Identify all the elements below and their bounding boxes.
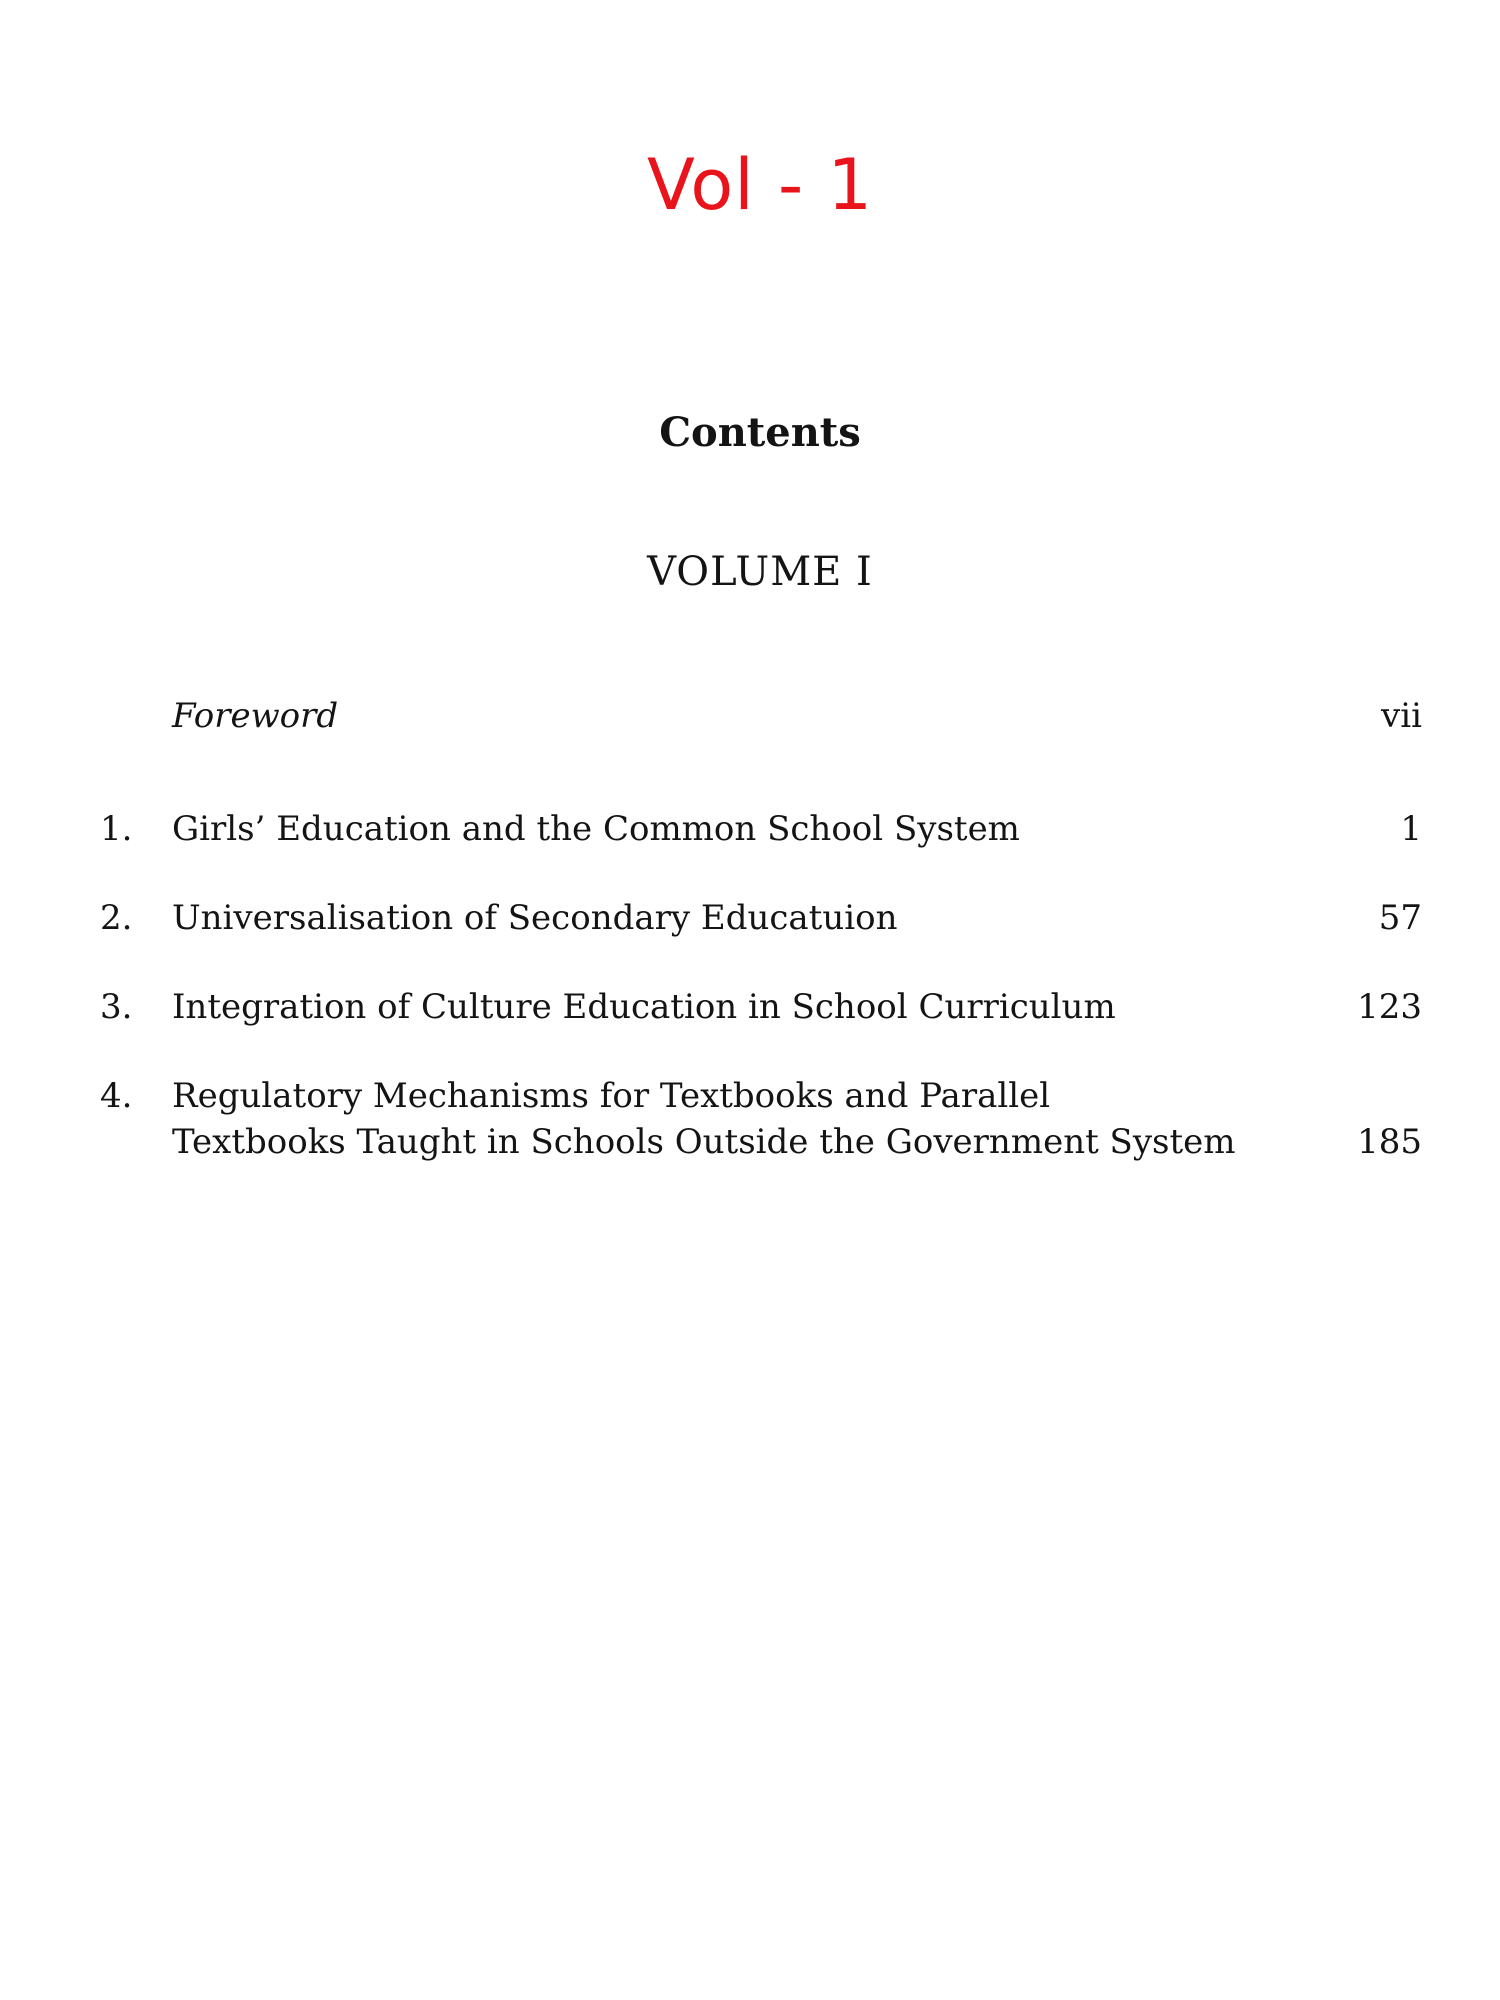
toc-entry-page: 185 [1357,1122,1422,1162]
toc-entry-page: vii [1381,696,1422,736]
volume-label: Vol - 1 [646,144,874,226]
toc-entry-title: Foreword [172,696,339,736]
toc-entry-title-line: Regulatory Mechanisms for Textbooks and Parallel [172,1076,1051,1116]
toc-entry-title-line: Integration of Culture Education in School Curriculum [172,987,1116,1027]
toc-entry-title [172,1073,1272,1165]
volume-heading: VOLUME I [647,549,873,595]
toc-entry-title-line: Girls’ Education and the Common School System [172,809,1020,849]
toc-entry-number: 2. [100,898,133,938]
toc-entry-title [172,984,1272,1030]
toc-entry-title-line: Textbooks Taught in Schools Outside the Government System [172,1122,1236,1162]
toc-entry-title-line: Universalisation of Secondary Educatuion [172,898,898,938]
contents-heading: Contents [659,409,861,456]
toc-entry-number: 4. [100,1076,133,1116]
toc-entry-page: 123 [1357,987,1422,1027]
toc-entry-page: 57 [1378,898,1422,938]
toc-entry-page: 1 [1400,809,1422,849]
toc-entry-title [172,806,1272,852]
toc-entry-title [172,895,1272,941]
toc-entry-number: 3. [100,987,133,1027]
toc-entry-number: 1. [100,809,133,849]
